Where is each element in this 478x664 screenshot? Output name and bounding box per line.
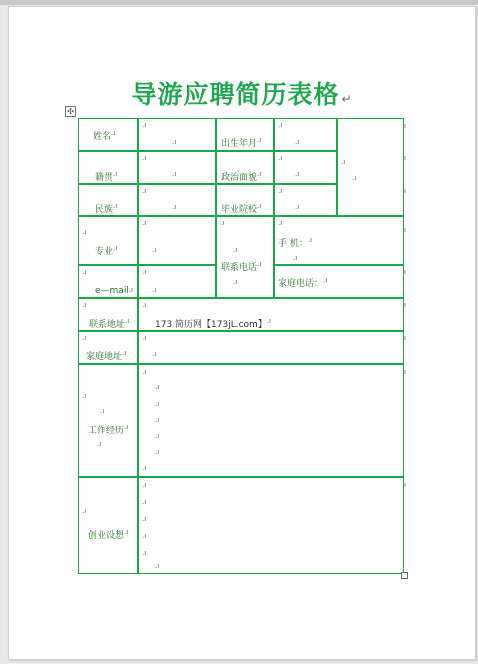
cell-mark: .ı [155, 562, 160, 570]
cell-mark: .ı [142, 368, 147, 376]
cell-mark: .ı [155, 432, 160, 440]
cell-mark: .ı [293, 254, 298, 262]
cell-mark: .ı [233, 246, 238, 254]
row-end-mark: ı [404, 334, 406, 342]
cell-mark: .ı [152, 246, 157, 254]
table-line [78, 264, 216, 266]
cell-mark: .ı [142, 498, 147, 506]
cell-mark: .ı [155, 448, 160, 456]
birth-label: 出生年月 .ı [221, 136, 262, 149]
resume-table [78, 118, 404, 574]
origin-label: 籍贯 .ı [95, 170, 118, 183]
cell-mark: .ı [82, 228, 87, 236]
home-phone-label: 家庭电话： .ı [278, 276, 328, 289]
table-move-handle-icon[interactable]: ✣ [65, 106, 76, 117]
cell-mark: .ı [142, 334, 147, 342]
phone-label: 联系电话 .ı [221, 260, 262, 273]
cell-mark: .ı [233, 278, 238, 286]
cell-mark: .ı [155, 383, 160, 391]
table-line [78, 150, 338, 152]
cell-mark: .ı [352, 174, 357, 182]
cell-mark: .ı [278, 219, 283, 227]
politics-label: 政治面貌 .ı [221, 170, 262, 183]
row-end-mark: ı [404, 301, 406, 309]
cell-mark: .ı [295, 138, 300, 146]
cell-mark: .ı [172, 138, 177, 146]
cell-mark: .ı [142, 301, 147, 309]
cell-mark: .ı [142, 219, 147, 227]
cell-mark: .ı [82, 334, 87, 342]
cell-mark: .ı [152, 286, 157, 294]
cell-mark: .ı [152, 350, 157, 358]
document-title [9, 75, 475, 111]
cell-mark: .ı [82, 268, 87, 276]
table-line [215, 118, 217, 298]
title-text: 导游应聘简历表格 [131, 80, 340, 109]
table-line [78, 476, 404, 478]
cell-mark: .ı [142, 481, 147, 489]
name-label: 姓名 .ı [93, 129, 116, 142]
table-line [78, 297, 404, 299]
row-end-mark: ı [404, 368, 406, 376]
table-line [273, 118, 275, 298]
table-line [78, 215, 404, 217]
contact-address-value[interactable]: 173 简历网【173jL.com】 .ı [155, 317, 271, 330]
table-resize-handle[interactable] [401, 572, 408, 579]
cell-mark: .ı [142, 268, 147, 276]
table-line [273, 264, 404, 266]
row-end-mark: ı [404, 268, 406, 276]
cell-mark: .ı [142, 549, 147, 557]
window-top-bar [0, 0, 478, 5]
table-line [137, 118, 139, 574]
cell-mark: .ı [82, 507, 87, 515]
cell-mark: .ı [142, 187, 147, 195]
cell-mark: .ı [97, 440, 102, 448]
cell-mark: .ı [82, 301, 87, 309]
cell-mark: .ı [142, 154, 147, 162]
cell-mark: .ı [341, 158, 346, 166]
cell-mark: .ı [142, 464, 147, 472]
cell-mark: .ı [172, 170, 177, 178]
cell-mark: .ı [172, 203, 177, 211]
row-end-mark: ı [404, 122, 406, 130]
email-label: e—mail .ı [95, 286, 133, 296]
table-line [78, 183, 338, 185]
cell-mark: .ı [142, 121, 147, 129]
school-label: 毕业院校 .ı [221, 202, 262, 215]
return-mark-icon: ↵ [341, 92, 353, 106]
cell-mark: .ı [155, 416, 160, 424]
cell-mark: .ı [142, 515, 147, 523]
cell-mark: .ı [142, 532, 147, 540]
business-idea-label: 创业设想 .ı [88, 528, 129, 541]
cell-mark: .ı [295, 203, 300, 211]
cell-mark: .ı [100, 407, 105, 415]
table-line [78, 330, 404, 332]
cell-mark: .ı [278, 121, 283, 129]
table-line [78, 363, 404, 365]
cell-mark: .ı [278, 154, 283, 162]
row-end-mark: ı [404, 187, 406, 195]
cell-mark: .ı [295, 170, 300, 178]
major-label: 专业 .ı [95, 244, 118, 257]
mobile-label: 手 机： .ı [278, 236, 313, 249]
cell-mark: .ı [82, 392, 87, 400]
cell-mark: .ı [278, 187, 283, 195]
work-history-label: 工作经历 .ı [88, 423, 129, 436]
row-end-mark: ı [404, 154, 406, 162]
ethnicity-label: 民族 .ı [95, 202, 118, 215]
home-address-label: 家庭地址 .ı [86, 349, 127, 362]
contact-address-label: 联系地址 .ı [89, 317, 130, 330]
row-end-mark: ı [404, 481, 406, 489]
cell-mark: .ı [155, 400, 160, 408]
cell-mark: .ı [220, 219, 225, 227]
row-end-mark: ı [404, 226, 406, 234]
table-line [336, 118, 338, 216]
